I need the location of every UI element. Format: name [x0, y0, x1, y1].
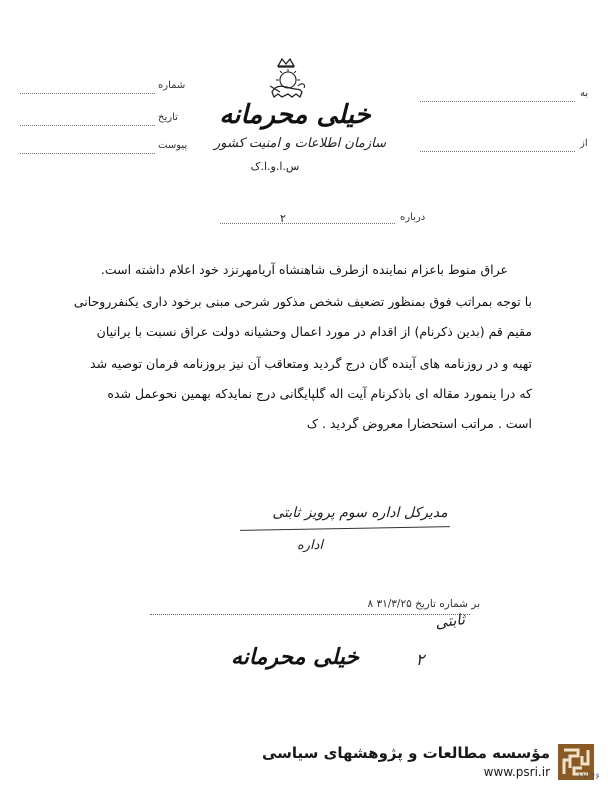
- body-line-5: که درا ینمورد مقاله ای باذکرنام آیت اله گلپایگانی درج نمایدکه بهمین نحوعمل شده: [107, 386, 532, 401]
- receipt-line-text: بر شماره تاریخ ۳۱/۳/۲۵ ۸: [367, 598, 480, 610]
- institute-name: مؤسسه مطالعات و پژوهشهای سیاسی: [261, 744, 550, 762]
- subject-value: ۲: [280, 212, 286, 225]
- body-line-2: با توجه بمراتب فوق بمنظور تضعیف شخص مذکور شرحی مبنی برخود داری یکنفرروحانی: [73, 294, 532, 309]
- to-field-line: [420, 100, 575, 102]
- attachment-field-line: [20, 152, 155, 154]
- attachment-label: پیوست: [158, 140, 188, 151]
- body-line-4: تهیه و در روزنامه های آینده گان درج گردید ومتعاقب آن نیز بروزنامه فرمان توصیه شد: [90, 356, 532, 371]
- classification-stamp-top: خیلی محرمانه: [219, 100, 371, 130]
- subject-label: درباره: [400, 212, 426, 223]
- from-label: از: [580, 138, 588, 149]
- number-field-line: [20, 92, 155, 94]
- lion-and-sun-emblem-icon: [262, 56, 310, 102]
- body-line-6: است . مراتب استحضارا معروض گردید . ک: [306, 416, 532, 431]
- signature-name: مدیرکل اداره سوم پرویز ثابتی: [272, 505, 448, 521]
- date-label: تاریخ: [158, 112, 178, 123]
- subject-field-line: [220, 222, 395, 224]
- number-label: شماره: [158, 80, 186, 91]
- institute-url: www.psri.ir: [483, 765, 550, 779]
- classification-stamp-bottom: خیلی محرمانه: [230, 644, 360, 670]
- signature-department: اداره: [296, 538, 324, 553]
- body-line-1: عراق منوط باعزام نماینده ازطرف شاهنشاه آریامهرنزد خود اعلام داشته است.: [100, 262, 508, 277]
- from-field-line: [420, 150, 575, 152]
- to-label: به: [580, 88, 589, 99]
- handwritten-note: ثابتی: [433, 610, 467, 632]
- handwritten-mark: ۲: [415, 650, 425, 669]
- signature-underline: [240, 526, 450, 531]
- document-number: ۱۷-۴۶: [577, 772, 600, 782]
- body-line-3: مقیم قم (بدین ذکرنام) از اقدام در مورد اعمال وحشیانه دولت عراق نسبت با یرانیان: [96, 324, 532, 339]
- organization-name: سازمان اطلاعات و امنیت کشور: [213, 136, 387, 151]
- date-field-line: [20, 124, 155, 126]
- reference-code: س.ا.و.ا.ک: [250, 160, 300, 173]
